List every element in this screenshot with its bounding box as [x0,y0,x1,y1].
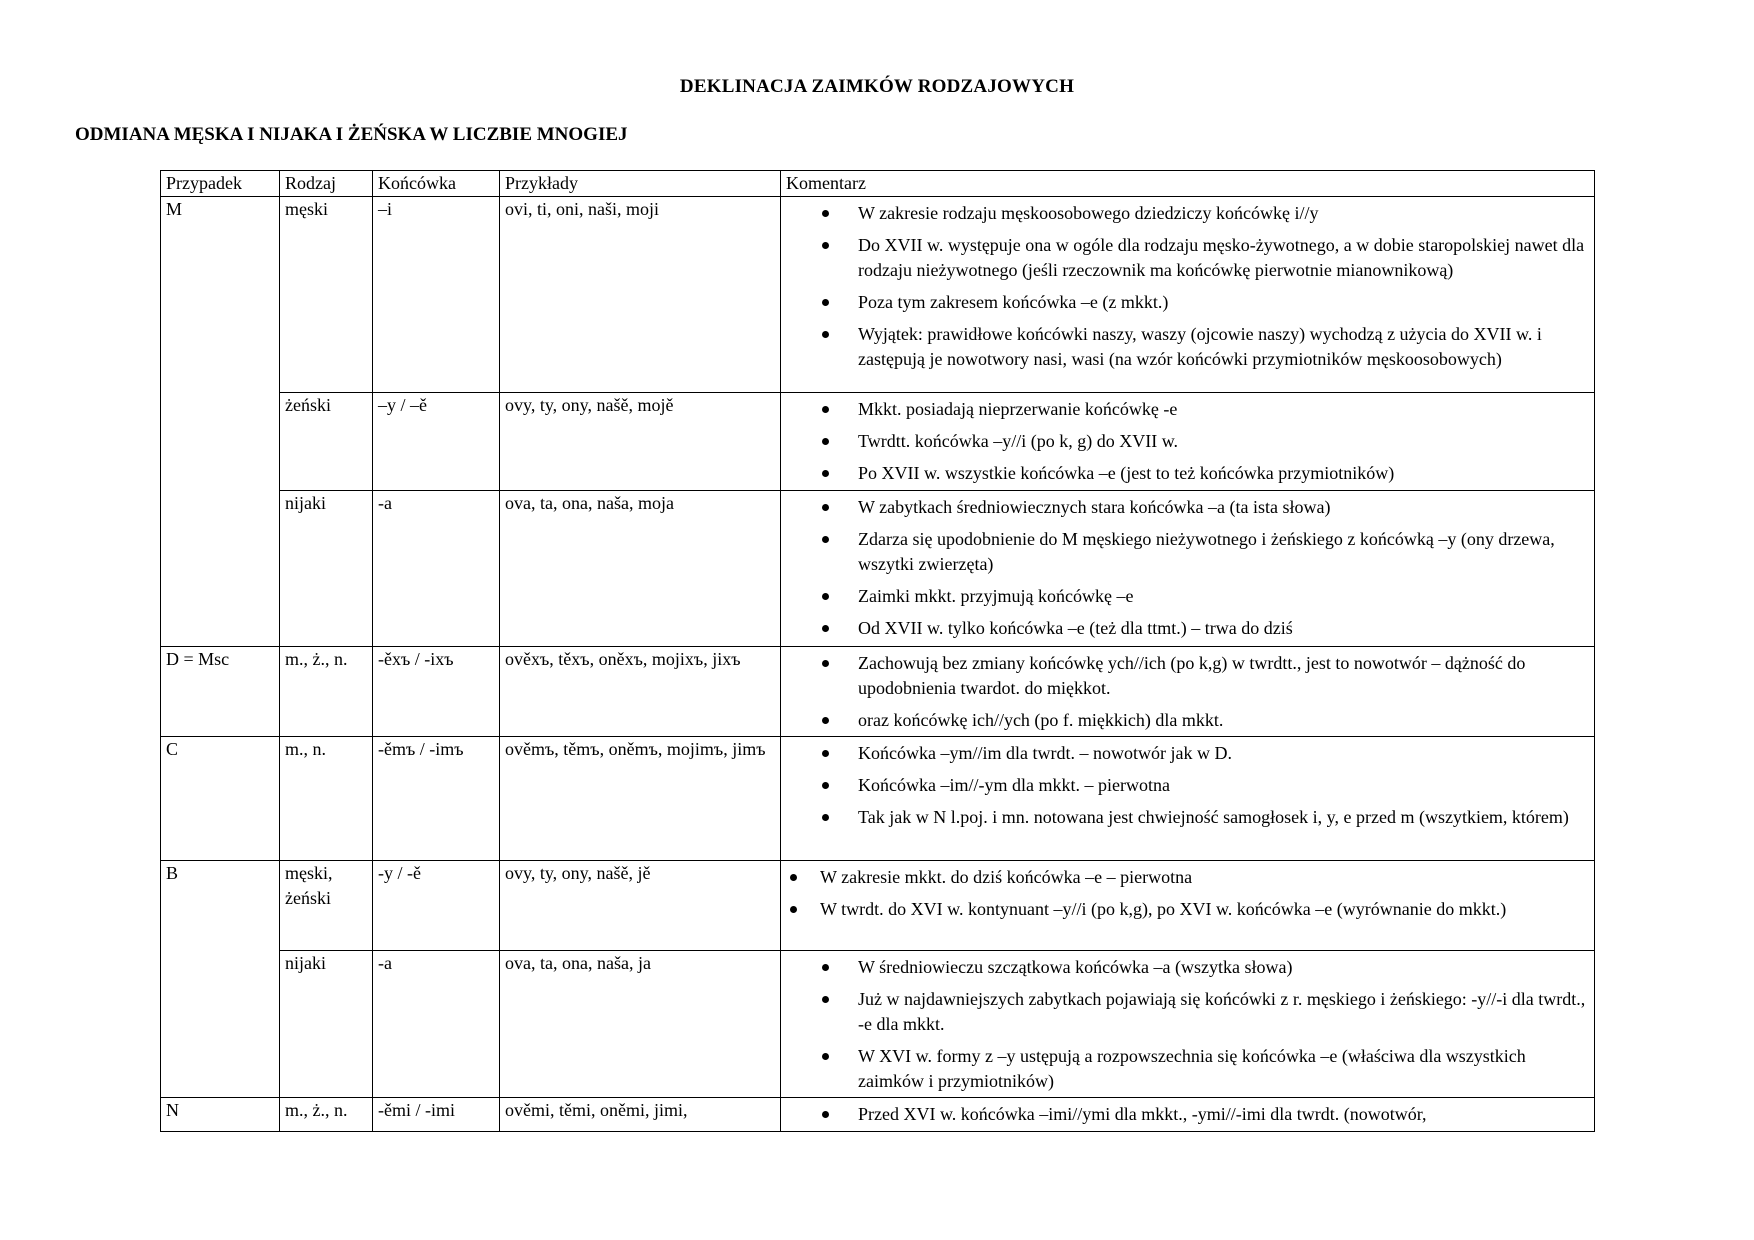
comment-item: Końcówka –ym//im dla twrdt. – nowotwór jak w D. [858,741,1589,766]
case-cell: N [161,1098,280,1132]
comment-item: Zachowują bez zmiany końcówkę ych//ich (po k,g) w twrdtt., jest to nowotwór – dążność do upodobnienia twardot. do miękkot. [858,651,1589,701]
comment-item: W XVI w. formy z –y ustępują a rozpowszechnia się końcówka –e (właściwa dla wszystkich zaimków i przymiotników) [858,1044,1589,1094]
case-cell: D = Msc [161,647,280,737]
section-title: ODMIANA MĘSKA I NIJAKA I ŻEŃSKA W LICZBIE MNOGIEJ [75,124,628,145]
comment-item: Od XVII w. tylko końcówka –e (też dla ttmt.) – trwa do dziś [858,616,1589,641]
gender-cell: m., ż., n. [280,647,373,737]
comment-item: W twrdt. do XVI w. kontynuant –y//i (po k,g), po XVI w. końcówka –e (wyrównanie do mkkt.) [820,897,1589,922]
comment-item: W zabytkach średniowiecznych stara końcówka –a (ta ista słowa) [858,495,1589,520]
comment-cell [781,491,1595,647]
gender-cell: męski [280,197,373,393]
comment-item: Wyjątek: prawidłowe końcówki naszy, waszy (ojcowie naszy) wychodzą z użycia do XVII w. i zastępują je nowotwory nasi, wasi (na wzór końcówki przymiotników męskoosobowych) [858,322,1589,372]
comment-list [786,1102,1589,1127]
examples-cell: ovy, ty, ony, našě, jě [500,861,781,951]
comment-cell [781,1098,1595,1132]
comment-list [786,955,1589,1094]
gender-cell: żeński [280,393,373,491]
page-title: DEKLINACJA ZAIMKÓW RODZAJOWYCH [679,76,1075,97]
comment-cell [781,861,1595,951]
comment-item: Zdarza się upodobnienie do M męskiego nieżywotnego i żeńskiego z końcówką –y (ony drzewa, wszytki zwierzęta) [858,527,1589,577]
ending-cell: -a [373,491,500,647]
comment-list [786,865,1589,922]
declension-table [160,170,1595,1132]
comment-item: W średniowieczu szczątkowa końcówka –a (wszytka słowa) [858,955,1589,980]
table-header-row [161,171,1595,197]
comment-cell [781,951,1595,1098]
examples-cell: ověmъ, těmъ, oněmъ, mojimъ, jimъ [500,737,781,861]
case-cell: C [161,737,280,861]
gender-cell: nijaki [280,951,373,1098]
ending-cell: –y / –ě [373,393,500,491]
comment-list [786,741,1589,830]
comment-item: Już w najdawniejszych zabytkach pojawiają się końcówki z r. męskiego i żeńskiego: -y//-i dla twrdt., -e dla mkkt. [858,987,1589,1037]
ending-cell: -ěmъ / -imъ [373,737,500,861]
examples-cell: ověxъ, těxъ, oněxъ, mojixъ, jixъ [500,647,781,737]
comment-list [786,651,1589,733]
header-koncowka: Końcówka [373,171,500,197]
examples-cell: ovi, ti, oni, naši, moji [500,197,781,393]
table-row [161,737,1595,861]
comment-cell [781,737,1595,861]
comment-item: W zakresie rodzaju męskoosobowego dziedziczy końcówkę i//y [858,201,1589,226]
comment-item: Tak jak w N l.poj. i mn. notowana jest chwiejność samogłosek i, y, e przed m (wszytkiem, którem) [858,805,1589,830]
comment-cell [781,197,1595,393]
table-row [161,393,1595,491]
comment-list [786,201,1589,372]
header-rodzaj: Rodzaj [280,171,373,197]
comment-item: Zaimki mkkt. przyjmują końcówkę –e [858,584,1589,609]
ending-cell: -y / -ě [373,861,500,951]
examples-cell: ovy, ty, ony, našě, mojě [500,393,781,491]
gender-cell: m., ż., n. [280,1098,373,1132]
ending-cell: -ěxъ / -ixъ [373,647,500,737]
gender-cell: męski, żeński [280,861,373,951]
comment-list [786,397,1589,486]
ending-cell: -ěmi / -imi [373,1098,500,1132]
comment-cell [781,647,1595,737]
table-row [161,951,1595,1098]
table-row [161,861,1595,951]
case-cell: M [161,197,280,647]
comment-item: Przed XVI w. końcówka –imi//ymi dla mkkt., -ymi//-imi dla twrdt. (nowotwór, [858,1102,1589,1127]
gender-cell: nijaki [280,491,373,647]
comment-item: Mkkt. posiadają nieprzerwanie końcówkę -e [858,397,1589,422]
comment-item: oraz końcówkę ich//ych (po f. miękkich) dla mkkt. [858,708,1589,733]
ending-cell: -a [373,951,500,1098]
header-komentarz: Komentarz [781,171,1595,197]
comment-list [786,495,1589,641]
comment-item: W zakresie mkkt. do dziś końcówka –e – pierwotna [820,865,1589,890]
case-cell: B [161,861,280,1098]
comment-cell [781,393,1595,491]
header-przyklady: Przykłady [500,171,781,197]
table-row [161,647,1595,737]
ending-cell: –i [373,197,500,393]
comment-item: Twrdtt. końcówka –y//i (po k, g) do XVII w. [858,429,1589,454]
examples-cell: ověmi, těmi, oněmi, jimi, [500,1098,781,1132]
table-row [161,1098,1595,1132]
header-przypadek: Przypadek [161,171,280,197]
comment-item: Do XVII w. występuje ona w ogóle dla rodzaju męsko-żywotnego, a w dobie staropolskiej nawet dla rodzaju nieżywotnego (jeśli rzeczownik ma końcówkę pierwotnie mianownikową) [858,233,1589,283]
table-row [161,197,1595,393]
comment-item: Poza tym zakresem końcówka –e (z mkkt.) [858,290,1589,315]
comment-item: Po XVII w. wszystkie końcówka –e (jest to też końcówka przymiotników) [858,461,1589,486]
gender-cell: m., n. [280,737,373,861]
examples-cell: ova, ta, ona, naša, moja [500,491,781,647]
comment-item: Końcówka –im//-ym dla mkkt. – pierwotna [858,773,1589,798]
table-row [161,491,1595,647]
examples-cell: ova, ta, ona, naša, ja [500,951,781,1098]
